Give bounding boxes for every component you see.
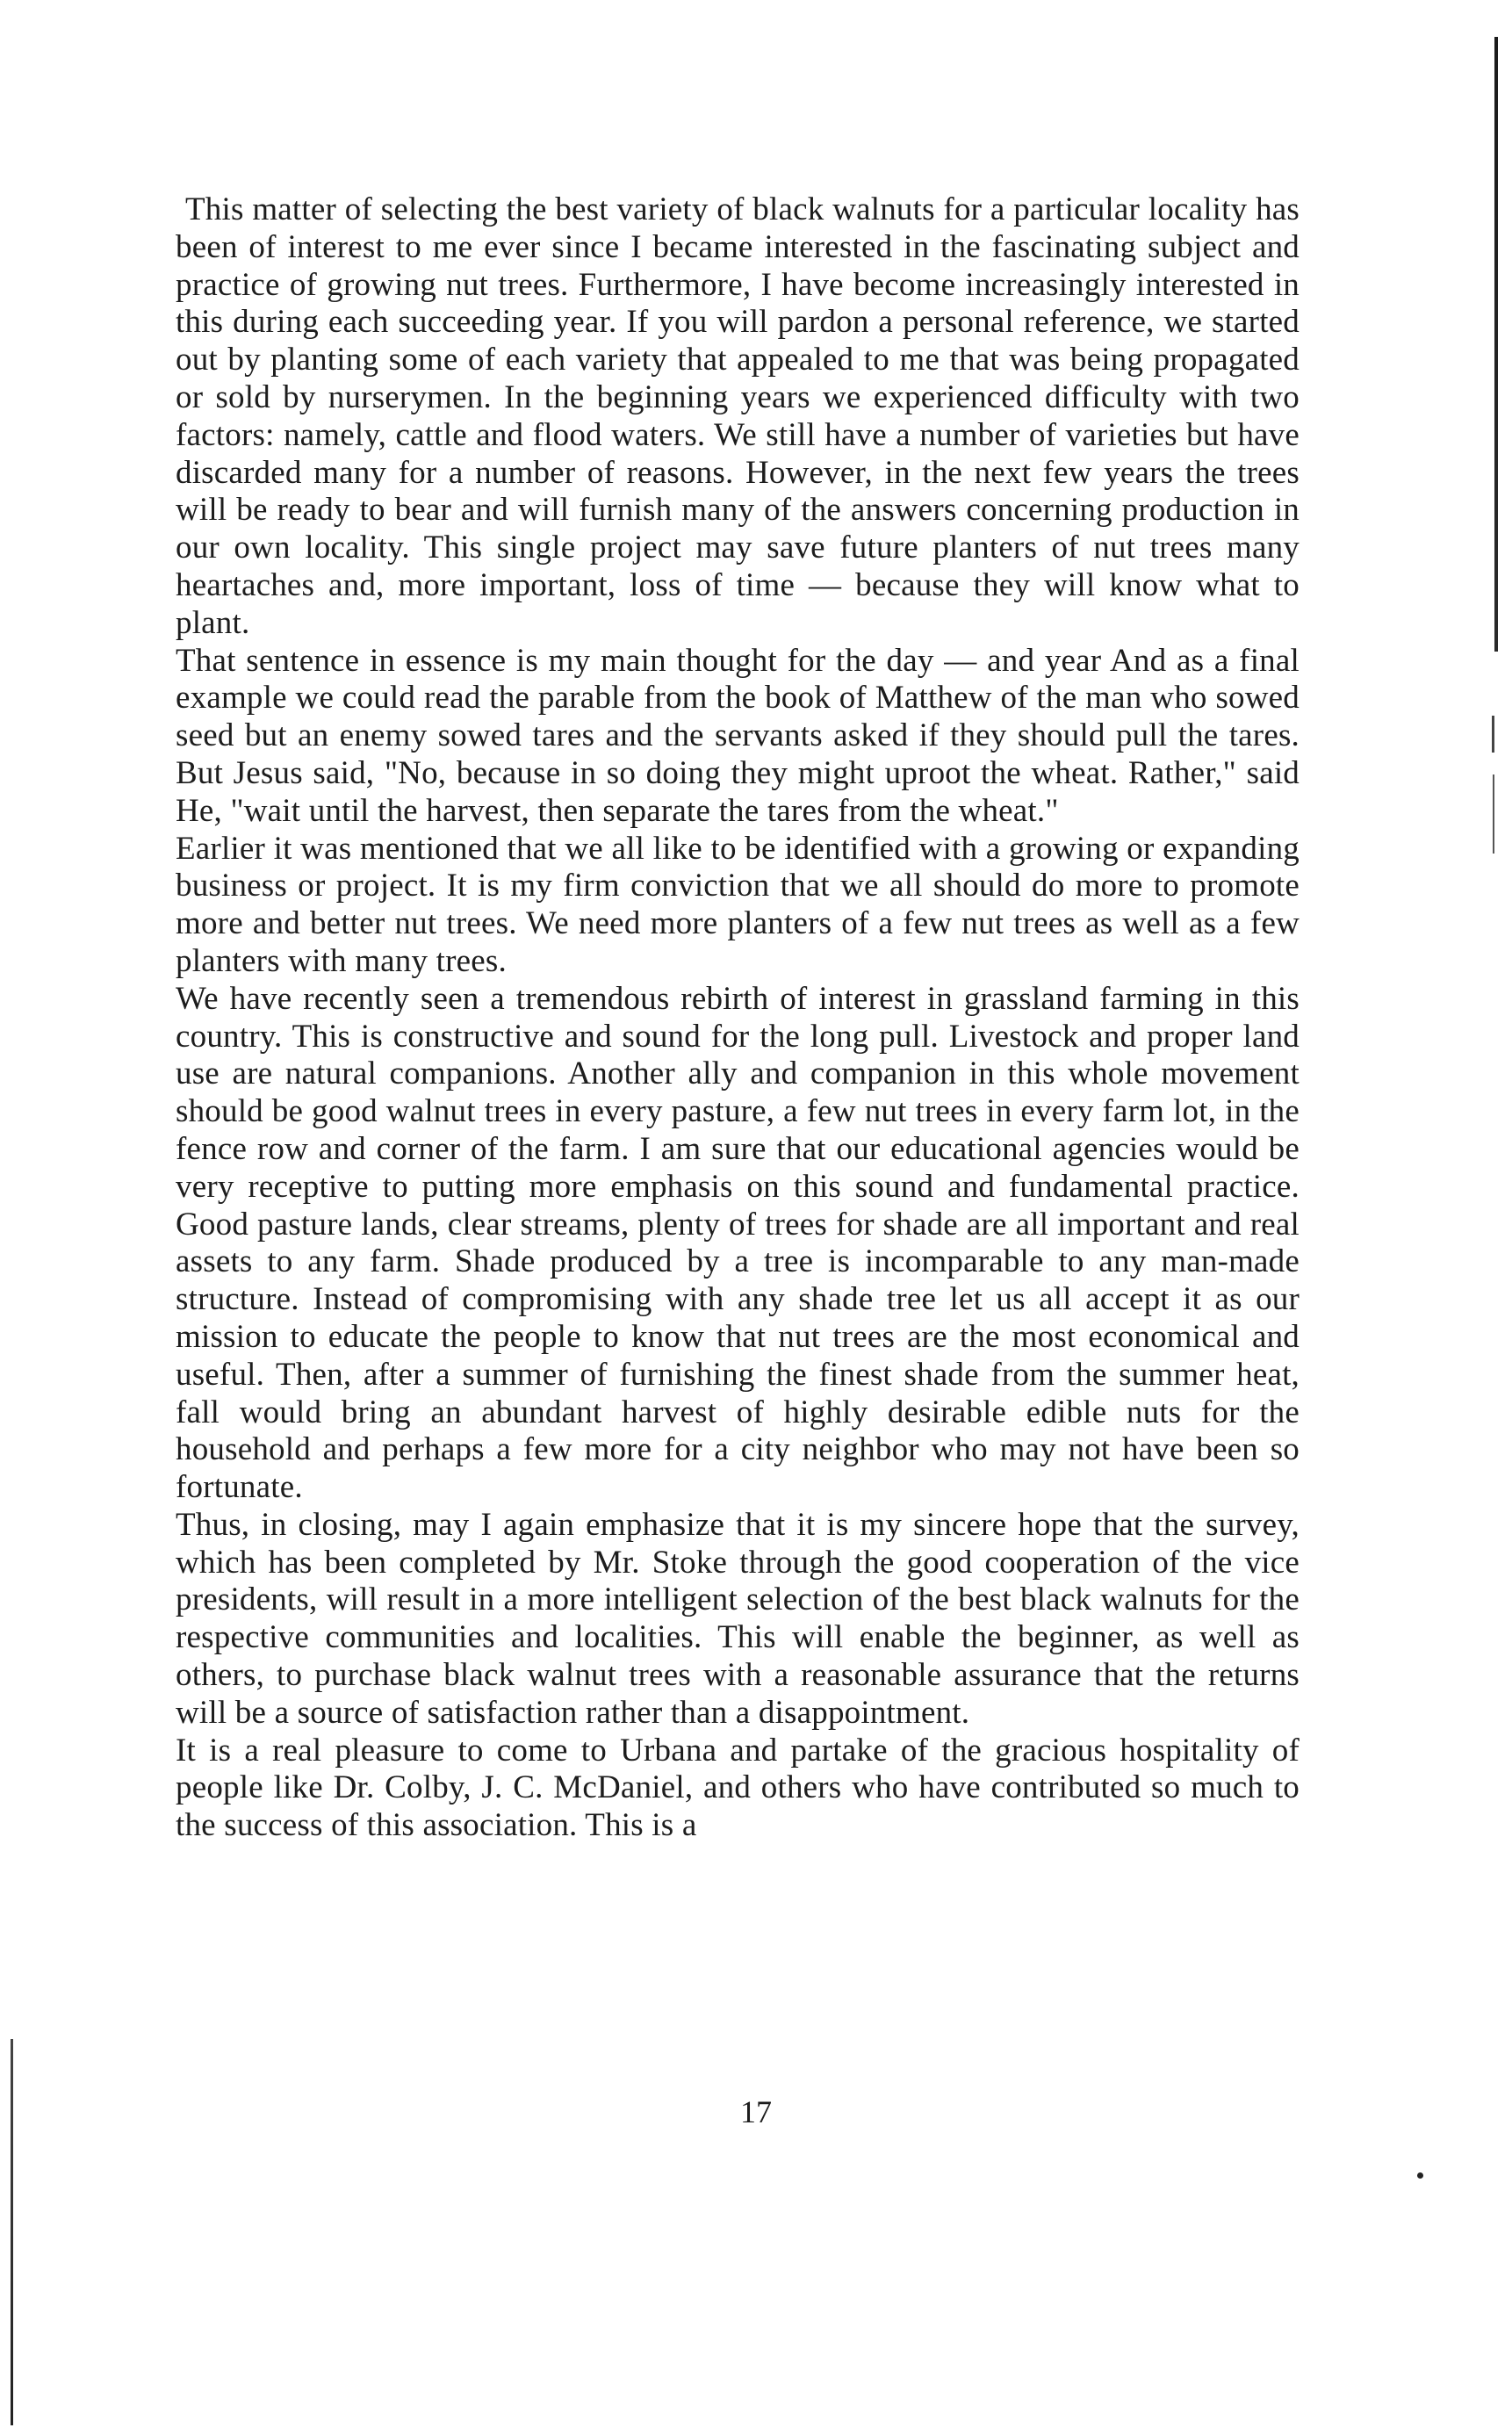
paragraph: We have recently seen a tremendous rebirth of interest in grassland farming in this country. This is constructive and sound for the long pull. Livestock and proper land use are natural companions. Another ally and companion in this whole movement should be good walnut trees in every pasture, a few nut trees in every farm lot, in the fence row and corner of the farm. I am sure that our educational agencies would be very receptive to putting more emphasis on this sound and fundamental practice. Good pasture lands, clear streams, plenty of trees for shade are all important and real assets to any farm. Shade produced by a tree is incomparable to any man-made structure. Instead of compromising with any shade tree let us all accept it as our mission to educate the people to know that nut trees are the most economical and useful. Then, after a summer of furnishing the finest shade from the summer heat, fall would bring an abundant harvest of highly desirable edible nuts for the household and perhaps a few more for a city neighbor who may not have been so fortunate. xyxy=(176,980,1300,1506)
paragraph: It is a real pleasure to come to Urbana and partake of the gracious hospitality of people like Dr. Colby, J. C. McDaniel, and others who have contributed so much to the success of this association. This is a xyxy=(176,1732,1300,1844)
page-number: 17 xyxy=(740,2094,772,2129)
scan-margin-mark xyxy=(1492,716,1494,753)
body-text xyxy=(176,191,1300,1845)
paragraph: This matter of selecting the best variety of black walnuts for a particular locality has been of interest to me ever since I became interested in the fascinating subject and practice of growing nut trees. Furthermore, I have become increasingly interested in this during each succeeding year. If you will pardon a personal reference, we started out by planting some of each variety that appealed to me that was being propagated or sold by nurserymen. In the beginning years we experienced difficulty with two factors: namely, cattle and flood waters. We still have a number of varieties but have discarded many for a number of reasons. However, in the next few years the trees will be ready to bear and will furnish many of the answers concerning production in our own locality. This single project may save future planters of nut trees many heartaches and, more important, loss of time — because they will know what to plant. xyxy=(176,191,1300,641)
paragraph: Earlier it was mentioned that we all like to be identified with a growing or expanding business or project. It is my firm conviction that we all should do more to promote more and better nut trees. We need more planters of a few nut trees as well as a few planters with many trees. xyxy=(176,830,1300,979)
paragraph: That sentence in essence is my main thought for the day — and year And as a final example we could read the parable from the book of Matthew of the man who sowed seed but an enemy sowed tares and the servants asked if they should pull the tares. But Jesus said, "No, because in so doing they might uproot the wheat. Rather," said He, "wait until the harvest, then separate the tares from the wheat." xyxy=(176,642,1300,829)
paragraph: Thus, in closing, may I again emphasize that it is my sincere hope that the survey, which has been completed by Mr. Stoke through the good cooperation of the vice presidents, will result in a more intelligent selection of the best black walnuts for the respective communities and localities. This will enable the beginner, as well as others, to purchase black walnut trees with a reasonable assurance that the returns will be a source of satisfaction rather than a disappointment. xyxy=(176,1506,1300,1731)
scan-margin-rule xyxy=(1494,37,1498,652)
scan-margin-mark xyxy=(1493,774,1494,854)
scan-speck xyxy=(1417,2172,1423,2179)
